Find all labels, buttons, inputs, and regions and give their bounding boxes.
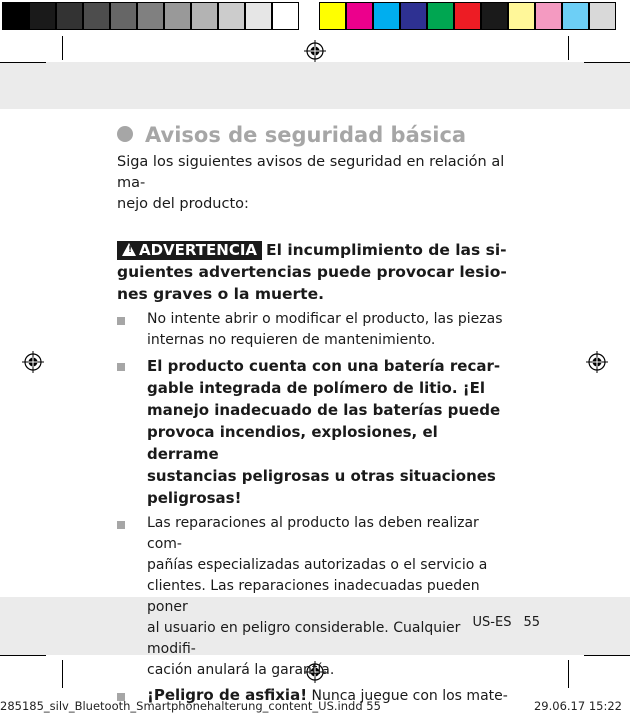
crop-mark [568,36,569,60]
intro-line: nejo del producto: [117,196,249,212]
color-swatch [346,2,373,30]
crop-mark [584,62,630,63]
color-swatch [164,2,191,30]
color-swatch [245,2,272,30]
list-item [117,309,513,351]
registration-mark-icon [304,40,326,62]
safety-list [117,309,513,707]
color-swatch [110,2,137,30]
color-swatch [191,2,218,30]
list-line: gable integrada de polímero de litio. ¡El [147,379,486,397]
page-content [117,122,513,711]
crop-mark [584,655,630,656]
color-swatch [2,2,29,30]
header-band [0,62,630,109]
list-item [117,355,513,509]
heading-bullet-icon [117,126,133,142]
list-line: al usuario en peligro considerable. Cualquier modifi- [147,620,461,657]
crop-mark [0,62,46,63]
warning-badge-label: ADVERTENCIA [139,241,258,259]
list-line: No intente abrir o modificar el producto, las piezas [147,311,503,327]
warning-line: guientes advertencias puede provocar lesio- [117,263,507,281]
crop-mark [0,655,46,656]
color-swatch [535,2,562,30]
list-line: pañías especializadas autorizadas o el servicio a [147,557,488,573]
square-bullet-icon [117,317,125,325]
color-swatch [373,2,400,30]
square-bullet-icon [117,521,125,529]
warning-triangle-icon [122,243,136,256]
registration-mark-icon [586,351,608,373]
color-swatch [83,2,110,30]
color-swatch [508,2,535,30]
list-line: clientes. Las reparaciones inadecuadas pueden poner [147,578,480,615]
color-swatch [589,2,616,30]
color-swatch [427,2,454,30]
section-heading [117,122,513,148]
list-line: Las reparaciones al producto las deben realizar com- [147,515,479,552]
list-line: cación anulará la garantía. [147,662,335,678]
color-swatch [454,2,481,30]
intro-paragraph [117,152,513,215]
color-calibration-bar [0,0,630,32]
page-number [473,615,540,630]
warning-line: nes graves o la muerte. [117,285,324,303]
color-swatch [562,2,589,30]
color-swatch [218,2,245,30]
slug-filename: 285185_silv_Bluetooth_Smartphonehalterung_content_US.indd 55 [0,699,381,713]
warning-badge [117,241,262,260]
color-swatch [481,2,508,30]
list-line: peligrosas! [147,489,242,507]
list-line: sustancias peligrosas u otras situaciones [147,467,496,485]
crop-mark [62,660,63,688]
color-swatch [319,2,346,30]
list-strong-text: ¡Peligro de asfixia! [147,686,308,704]
intro-line: Siga los siguientes avisos de seguridad en relación al ma- [117,154,505,191]
list-line: manejo inadecuado de las baterías puede [147,401,501,419]
color-swatch [56,2,83,30]
slug-date: 29.06.17 15:22 [533,699,622,713]
list-line: Nunca juegue con los mate- [307,688,508,704]
warning-paragraph [117,239,513,305]
list-item [117,513,513,681]
color-swatch [29,2,56,30]
crop-mark [62,36,63,60]
crop-mark [568,660,569,688]
section-title: Avisos de seguridad básica [145,123,467,147]
color-swatch [400,2,427,30]
list-line: El producto cuenta con una batería recar- [147,357,501,375]
warning-line: El incumplimiento de las si- [266,241,507,259]
color-swatch [272,2,299,30]
page-number-value: 55 [523,615,540,630]
square-bullet-icon [117,363,125,371]
list-line: provoca incendios, explosiones, el derrame [147,423,438,463]
registration-mark-icon [22,351,44,373]
color-swatch [137,2,164,30]
warning-symbol: ! [128,245,133,255]
list-line: internas no requieren de mantenimiento. [147,332,436,348]
page-locale: US-ES [472,615,512,630]
